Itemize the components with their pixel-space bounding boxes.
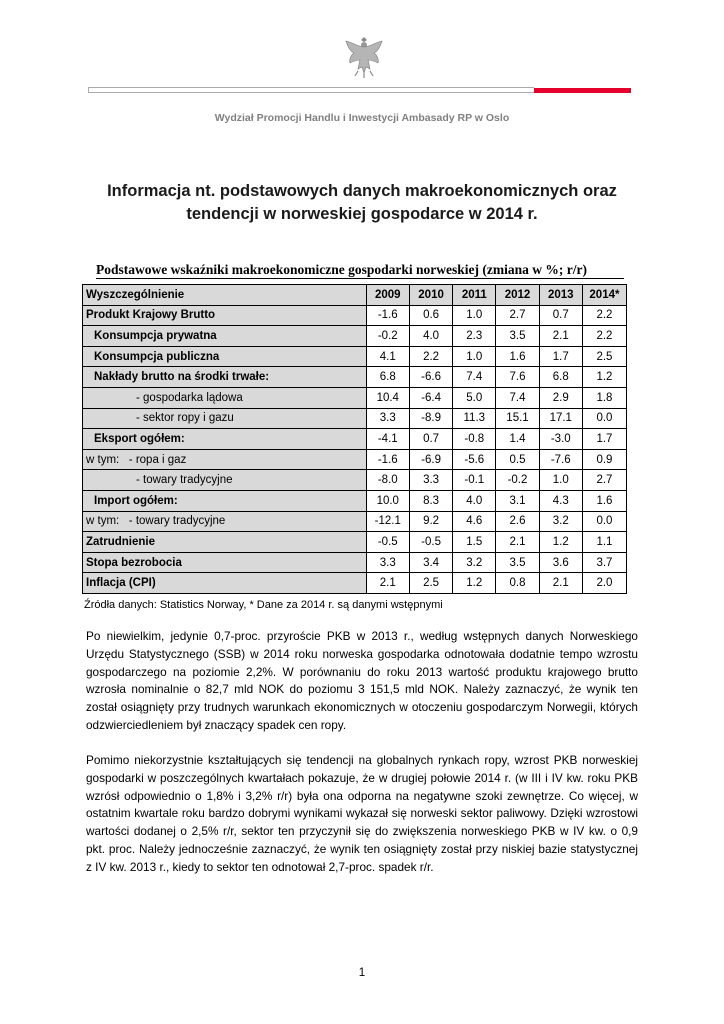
cell: 0.8 — [496, 573, 539, 594]
header-year: 2009 — [366, 285, 409, 306]
cell: 0.0 — [582, 408, 626, 429]
cell: 7.4 — [453, 367, 496, 388]
table-row — [83, 305, 627, 326]
table-row — [83, 573, 627, 594]
cell: 2.1 — [496, 532, 539, 553]
cell: 2.5 — [409, 573, 452, 594]
table-row — [83, 490, 627, 511]
title-line-1: Informacja nt. podstawowych danych makroekonomicznych oraz — [107, 182, 617, 200]
cell: -8.0 — [366, 470, 409, 491]
table-caption: Podstawowe wskaźniki makroekonomiczne gospodarki norweskiej (zmiana w %; r/r) — [96, 262, 587, 277]
cell: 1.2 — [453, 573, 496, 594]
cell: 0.9 — [582, 449, 626, 470]
cell: 1.0 — [539, 470, 582, 491]
cell: 1.8 — [582, 387, 626, 408]
table-row — [83, 429, 627, 450]
cell: -4.1 — [366, 429, 409, 450]
cell: 1.7 — [539, 346, 582, 367]
cell: -1.6 — [366, 305, 409, 326]
cell: 7.4 — [496, 387, 539, 408]
row-label: w tym: - towary tradycyjne — [83, 511, 367, 532]
cell: 10.4 — [366, 387, 409, 408]
cell: -0.5 — [409, 532, 452, 553]
cell: -0.2 — [496, 470, 539, 491]
cell: 8.3 — [409, 490, 452, 511]
cell: -0.2 — [366, 326, 409, 347]
cell: 4.1 — [366, 346, 409, 367]
cell: 3.3 — [366, 408, 409, 429]
cell: 17.1 — [539, 408, 582, 429]
row-label: Nakłady brutto na środki trwałe: — [83, 367, 367, 388]
row-label: Produkt Krajowy Brutto — [83, 305, 367, 326]
header-year: 2014* — [582, 285, 626, 306]
table-header-row — [83, 285, 627, 306]
cell: 2.2 — [409, 346, 452, 367]
cell: 0.0 — [582, 511, 626, 532]
row-label: Konsumpcja prywatna — [83, 326, 367, 347]
table-row — [83, 449, 627, 470]
row-label: Inflacja (CPI) — [83, 573, 367, 594]
caption-underline — [96, 278, 624, 279]
cell: 2.9 — [539, 387, 582, 408]
cell: 7.6 — [496, 367, 539, 388]
cell: 3.6 — [539, 552, 582, 573]
cell: -1.6 — [366, 449, 409, 470]
cell: 11.3 — [453, 408, 496, 429]
cell: -5.6 — [453, 449, 496, 470]
cell: 1.0 — [453, 346, 496, 367]
table-row — [83, 367, 627, 388]
cell: -8.9 — [409, 408, 452, 429]
table-row — [83, 511, 627, 532]
header-divider-red — [534, 88, 631, 93]
table-source-note: Źródła danych: Statistics Norway, * Dane za 2014 r. są danymi wstępnymi — [84, 599, 443, 611]
cell: 1.5 — [453, 532, 496, 553]
cell: 1.6 — [582, 490, 626, 511]
cell: 4.3 — [539, 490, 582, 511]
cell: 3.2 — [453, 552, 496, 573]
row-label: Zatrudnienie — [83, 532, 367, 553]
cell: 1.2 — [582, 367, 626, 388]
row-label: w tym: - ropa i gaz — [83, 449, 367, 470]
cell: 9.2 — [409, 511, 452, 532]
cell: 1.7 — [582, 429, 626, 450]
header-year: 2011 — [453, 285, 496, 306]
title-line-2: tendencji w norweskiej gospodarce w 2014 r. — [186, 205, 538, 223]
cell: 1.1 — [582, 532, 626, 553]
cell: -7.6 — [539, 449, 582, 470]
row-label: Stopa bezrobocia — [83, 552, 367, 573]
header-year: 2012 — [496, 285, 539, 306]
cell: 0.7 — [539, 305, 582, 326]
table-row — [83, 387, 627, 408]
cell: 1.6 — [496, 346, 539, 367]
cell: 5.0 — [453, 387, 496, 408]
cell: 3.3 — [409, 470, 452, 491]
cell: -3.0 — [539, 429, 582, 450]
cell: 2.5 — [582, 346, 626, 367]
cell: -6.6 — [409, 367, 452, 388]
cell: 0.5 — [496, 449, 539, 470]
organization-name: Wydział Promocji Handlu i Inwestycji Ambasady RP w Oslo — [214, 112, 510, 124]
cell: 4.0 — [453, 490, 496, 511]
cell: 3.2 — [539, 511, 582, 532]
cell: 2.1 — [366, 573, 409, 594]
paragraph-1: Po niewielkim, jedynie 0,7-proc. przyroście PKB w 2013 r., według wstępnych danych Norweskiego Urzędu Statystycznego (SSB) w 2014 roku norweska gospodarka odnotowała dodatnie tempo wzrostu gospodarczego na poziomie 2,2%. W porównaniu do roku 2013 wartość produktu krajowego brutto wzrosła nominalnie o 82,7 mld NOK do poziomu 3 151,5 mld NOK. Należy zaznaczyć, że wynik ten został osiągnięty przy trudnych warunkach ekonomicznych w otoczeniu gospodarczym Norwegii, których odzwierciedleniem był znaczący spadek cen ropy. — [86, 629, 638, 732]
cell: -12.1 — [366, 511, 409, 532]
cell: 4.0 — [409, 326, 452, 347]
header-year: 2013 — [539, 285, 582, 306]
header-divider-grey — [88, 87, 534, 93]
cell: 15.1 — [496, 408, 539, 429]
cell: -6.9 — [409, 449, 452, 470]
document-title — [60, 180, 664, 226]
cell: 2.7 — [496, 305, 539, 326]
cell: 6.8 — [539, 367, 582, 388]
cell: 1.4 — [496, 429, 539, 450]
table-row — [83, 346, 627, 367]
cell: 0.6 — [409, 305, 452, 326]
table-row — [83, 552, 627, 573]
row-label: - sektor ropy i gazu — [83, 408, 367, 429]
cell: 6.8 — [366, 367, 409, 388]
cell: 2.2 — [582, 305, 626, 326]
page-number: 1 — [358, 967, 366, 979]
cell: 3.3 — [366, 552, 409, 573]
paragraph-2: Pomimo niekorzystnie kształtujących się tendencji na globalnych rynkach ropy, wzrost PKB norweskiej gospodarki w poszczególnych kwartałach pokazuje, że w drugiej połowie 2014 r. (w III i IV kw. roku PKB wzrósł odpowiednio o 1,8% i 3,2% r/r) była ona odporna na negatywne szoki zewnętrze. Co więcej, w ostatnim kwartale roku bardzo dobrymi wynikami wykazał się norweski sektor paliwowy. Dzięki wzrostowi wartości dodanej o 2,5% r/r, sektor ten przyczynił się do zwiększenia norweskiego PKB w IV kw. o 0,9 pkt. proc. Należy jednocześnie zaznaczyć, że wynik ten osiągnięty został przy niskiej bazie statystycznej z IV kw. 2013 r., kiedy to sektor ten odnotował 2,7-proc. spadek r/r. — [86, 753, 638, 874]
cell: 2.7 — [582, 470, 626, 491]
cell: -6.4 — [409, 387, 452, 408]
cell: 2.6 — [496, 511, 539, 532]
cell: 3.7 — [582, 552, 626, 573]
table-row — [83, 470, 627, 491]
cell: 2.0 — [582, 573, 626, 594]
cell: 3.4 — [409, 552, 452, 573]
cell: -0.5 — [366, 532, 409, 553]
table-row — [83, 326, 627, 347]
row-label: - towary tradycyjne — [83, 470, 367, 491]
cell: 3.5 — [496, 552, 539, 573]
cell: 2.3 — [453, 326, 496, 347]
cell: 2.1 — [539, 573, 582, 594]
cell: 10.0 — [366, 490, 409, 511]
row-label: Eksport ogółem: — [83, 429, 367, 450]
table-row — [83, 408, 627, 429]
table-row — [83, 532, 627, 553]
row-label: Import ogółem: — [83, 490, 367, 511]
cell: -0.1 — [453, 470, 496, 491]
header-year: 2010 — [409, 285, 452, 306]
cell: 0.7 — [409, 429, 452, 450]
cell: 2.2 — [582, 326, 626, 347]
cell: 3.5 — [496, 326, 539, 347]
cell: 1.2 — [539, 532, 582, 553]
cell: 4.6 — [453, 511, 496, 532]
cell: 3.1 — [496, 490, 539, 511]
polish-eagle-emblem-icon — [344, 33, 384, 79]
row-label: - gospodarka lądowa — [83, 387, 367, 408]
macro-indicators-table — [82, 284, 627, 594]
cell: -0.8 — [453, 429, 496, 450]
row-label: Konsumpcja publiczna — [83, 346, 367, 367]
header-label: Wyszczególnienie — [83, 285, 367, 306]
cell: 2.1 — [539, 326, 582, 347]
cell: 1.0 — [453, 305, 496, 326]
